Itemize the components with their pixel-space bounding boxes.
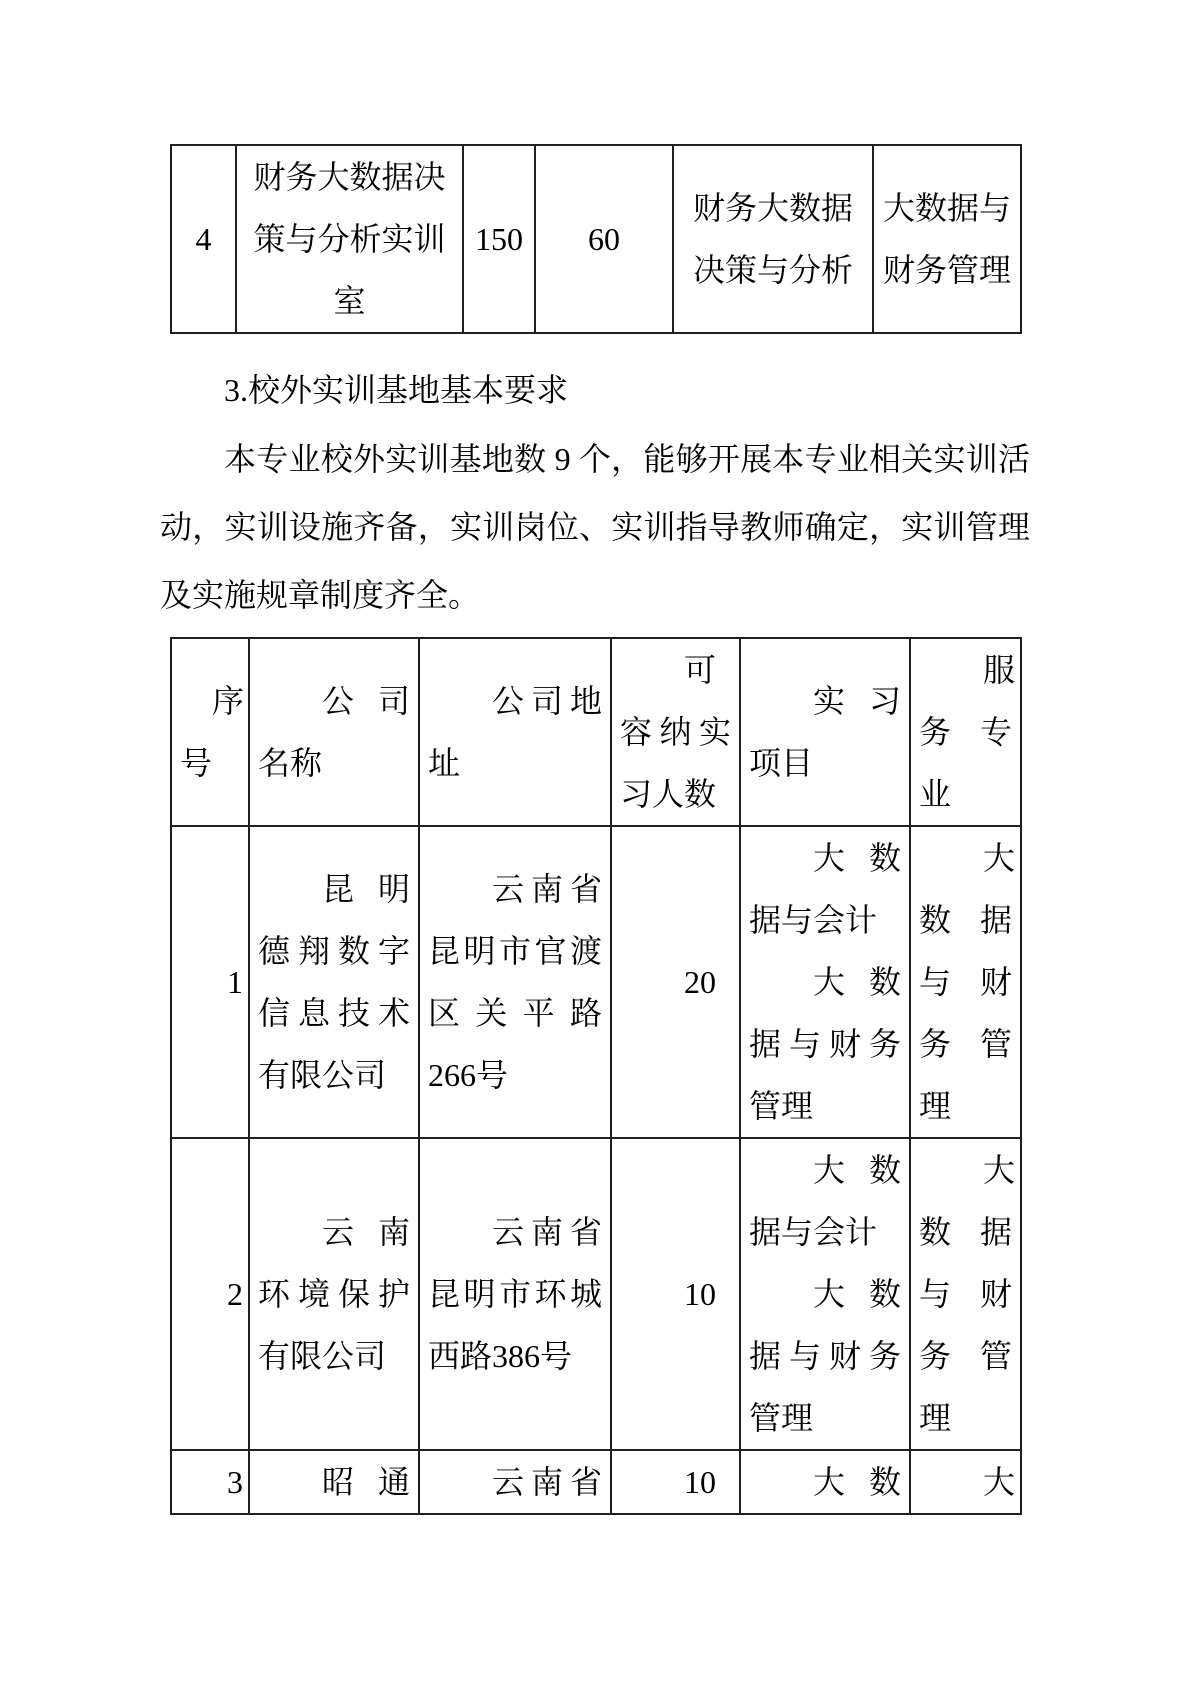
table-header-row bbox=[171, 638, 1021, 826]
major-value: 大数据与财务管理 bbox=[919, 840, 1016, 1124]
room-name-cell bbox=[236, 145, 463, 333]
header-project-cell bbox=[740, 638, 910, 826]
room-project-cell bbox=[673, 145, 873, 333]
row-seq-cell bbox=[171, 826, 249, 1138]
room-area-cell bbox=[463, 145, 535, 333]
row-company-cell bbox=[249, 1450, 419, 1514]
room-capacity-cell bbox=[535, 145, 673, 333]
row-seq: 1 bbox=[227, 964, 243, 1000]
row-capacity-cell bbox=[611, 826, 740, 1138]
room-capacity: 60 bbox=[588, 221, 620, 257]
project-item: 大数据与财务管理 bbox=[749, 964, 901, 1124]
header-address-cell bbox=[419, 638, 611, 826]
external-training-base-table bbox=[170, 637, 1022, 1515]
header-company-cell bbox=[249, 638, 419, 826]
company-name: 昭通 bbox=[322, 1464, 410, 1500]
row-seq-cell bbox=[171, 1450, 249, 1514]
table-row bbox=[171, 826, 1021, 1138]
row-project-cell bbox=[740, 1138, 910, 1450]
table-row bbox=[171, 1138, 1021, 1450]
room-area: 150 bbox=[475, 221, 523, 257]
row-project-cell bbox=[740, 1450, 910, 1514]
capacity-value: 20 bbox=[684, 964, 716, 1000]
row-address-cell bbox=[419, 1450, 611, 1514]
table-row bbox=[171, 145, 1021, 333]
room-major-cell bbox=[873, 145, 1021, 333]
row-major-cell bbox=[910, 1138, 1021, 1450]
row-company-cell bbox=[249, 826, 419, 1138]
header-company: 公司名称 bbox=[258, 683, 410, 781]
row-company-cell bbox=[249, 1138, 419, 1450]
row-major-cell bbox=[910, 826, 1021, 1138]
capacity-value: 10 bbox=[684, 1464, 716, 1500]
training-room-table-continued bbox=[170, 144, 1022, 334]
room-major: 大数据与财务管理 bbox=[882, 190, 1011, 288]
row-seq-cell bbox=[171, 1138, 249, 1450]
header-project: 实习项目 bbox=[749, 683, 901, 781]
capacity-value: 10 bbox=[684, 1276, 716, 1312]
row-capacity-cell bbox=[611, 1450, 740, 1514]
row-seq: 2 bbox=[227, 1276, 243, 1312]
room-index: 4 bbox=[195, 221, 212, 257]
header-major-cell bbox=[910, 638, 1021, 826]
section-paragraph: 本专业校外实训基地数 9 个，能够开展本专业相关实训活动，实训设施齐备，实训岗位、实训指导教师确定，实训管理及实施规章制度齐全。 bbox=[160, 441, 1030, 613]
row-major-cell bbox=[910, 1450, 1021, 1514]
section-heading: 3.校外实训基地基本要求 bbox=[224, 372, 569, 408]
header-seq: 序号 bbox=[180, 683, 245, 781]
project-item: 大数 bbox=[813, 1464, 901, 1500]
company-address: 云南省昆明市官渡区关平路266号 bbox=[428, 871, 602, 1093]
header-capacity: 可容纳实习人数 bbox=[620, 652, 731, 812]
company-name: 昆明德翔数字信息技术有限公司 bbox=[258, 871, 410, 1093]
row-capacity-cell bbox=[611, 1138, 740, 1450]
company-name: 云南环境保护有限公司 bbox=[258, 1214, 410, 1374]
header-address: 公司地址 bbox=[428, 683, 602, 781]
header-seq-cell bbox=[171, 638, 249, 826]
room-project: 财务大数据决策与分析 bbox=[692, 190, 853, 288]
row-seq: 3 bbox=[227, 1464, 243, 1500]
project-item: 大数据与会计 bbox=[749, 1152, 901, 1250]
major-value: 大 bbox=[983, 1464, 1016, 1500]
row-address-cell bbox=[419, 1138, 611, 1450]
project-item: 大数据与会计 bbox=[749, 840, 901, 938]
company-address: 云南省 bbox=[492, 1464, 602, 1500]
project-item: 大数据与财务管理 bbox=[749, 1276, 901, 1436]
row-address-cell bbox=[419, 826, 611, 1138]
row-project-cell bbox=[740, 826, 910, 1138]
room-name: 财务大数据决策与分析实训室 bbox=[253, 159, 446, 319]
room-index-cell bbox=[171, 145, 236, 333]
company-address: 云南省昆明市环城西路386号 bbox=[428, 1214, 602, 1374]
table-row-truncated bbox=[171, 1450, 1021, 1514]
major-value: 大数据与财务管理 bbox=[919, 1152, 1016, 1436]
header-capacity-cell bbox=[611, 638, 740, 826]
header-major: 服务专业 bbox=[919, 652, 1016, 812]
